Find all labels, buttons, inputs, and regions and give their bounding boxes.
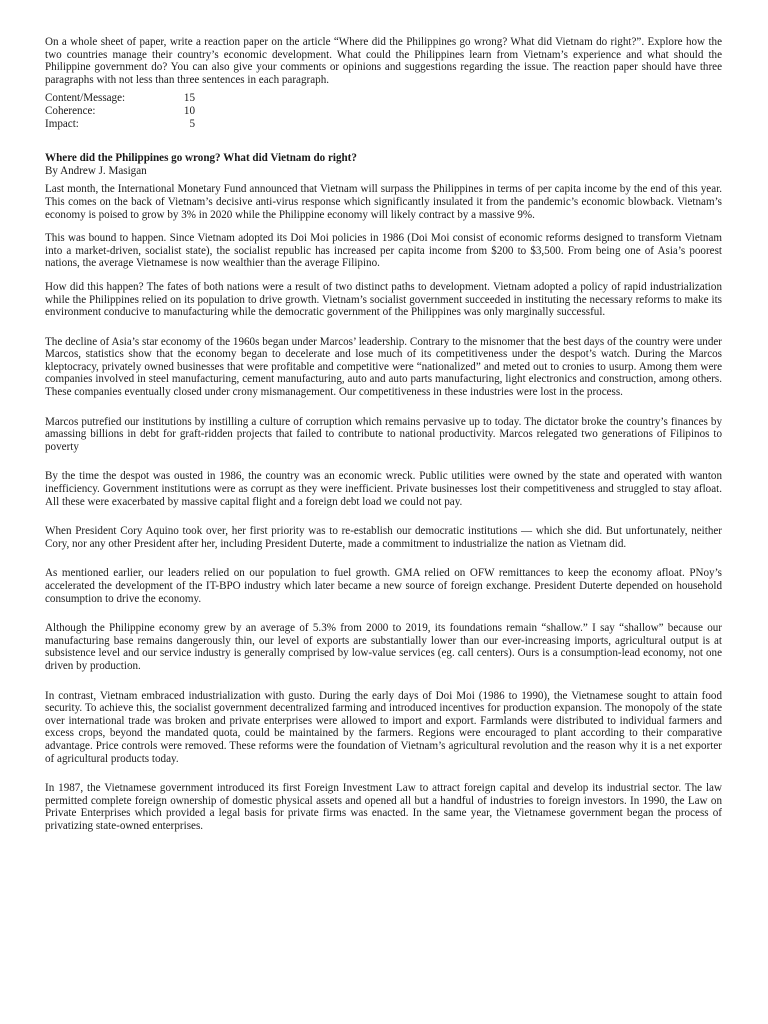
rubric-row <box>45 118 722 131</box>
article-paragraph: This was bound to happen. Since Vietnam adopted its Doi Moi policies in 1986 (Doi Moi consist of economic reforms designed to transform Vietnam into a market-driven, socialist state), the socialist republic has increased per capita income from $200 to $3,500. From being one of Asia’s poorest nations, the average Vietnamese is now wealthier than the average Filipino. <box>45 232 722 270</box>
rubric-label: Content/Message: <box>45 92 126 105</box>
article-paragraph: Marcos putrefied our institutions by instilling a culture of corruption which remains pervasive up to today. The dictator broke the country’s finances by amassing billions in debt for graft-ridden projects that failed to contribute to national productivity. Marcos relegated two generations of Filipinos to poverty <box>45 415 722 453</box>
article-paragraph: Last month, the International Monetary Fund announced that Vietnam will surpass the Philippines in terms of per capita income by the end of this year. This comes on the back of Vietnam’s decisive anti-virus response which significantly insulated it from the pandemic’s economic blowback. Vietnam’s economy is poised to grow by 3% in 2020 while the Philippine economy will likely contract by a massive 9%. <box>45 183 722 221</box>
rubric-label: Coherence: <box>45 104 96 117</box>
article-paragraph: Although the Philippine economy grew by an average of 5.3% from 2000 to 2019, its foundations remain “shallow.” I say “shallow” because our manufacturing base remains dangerously thin, our level of exports are substantially lower than our ever-increasing imports, agricultural output is at subsistence level and our service industry is generally comprised by low-value services (eg. call centers). Ours is a consumption-lead economy, not one driven by production. <box>45 622 722 672</box>
article-paragraph: In 1987, the Vietnamese government introduced its first Foreign Investment Law to attract foreign capital and develop its industrial sector. The law permitted complete foreign ownership of domestic physical assets and opened all but a handful of industries to foreign investors. In 1990, the Law on Private Enterprises which provided a legal basis for private firms was enacted. In the same year, the Vietnamese government began the process of privatizing state-owned enterprises. <box>45 782 722 832</box>
rubric-row <box>45 105 722 118</box>
rubric-score: 5 <box>189 117 195 130</box>
rubric-score: 15 <box>183 92 195 105</box>
article-paragraph: When President Cory Aquino took over, her first priority was to re-establish our democratic institutions — which she did. But unfortunately, neither Cory, nor any other President after her, including President Duterte, made a commitment to industrialize the nation as Vietnam did. <box>45 525 722 550</box>
article-paragraph: As mentioned earlier, our leaders relied on our population to fuel growth. GMA relied on OFW remittances to keep the economy afloat. PNoy’s accelerated the development of the IT-BPO industry which later became a new source of foreign exchange. President Duterte depended on household consumption to drive the economy. <box>45 567 722 605</box>
rubric-score: 10 <box>183 104 195 117</box>
article-title: Where did the Philippines go wrong? What did Vietnam do right? <box>45 152 357 165</box>
document-page <box>45 36 722 844</box>
rubric-label: Impact: <box>45 117 79 130</box>
article-paragraph: How did this happen? The fates of both nations were a result of two distinct paths to development. Vietnam adopted a policy of rapid industrialization while the Philippines relied on its population to drive growth. Vietnam’s socialist government succeeded in instituting the necessary reforms to make its environment conducive to manufacturing while the democratic government of the Philippines was only marginally successful. <box>45 280 722 319</box>
rubric-row <box>45 92 722 105</box>
article-paragraph: The decline of Asia’s star economy of the 1960s began under Marcos’ leadership. Contrary to the misnomer that the best days of the country were under Marcos, statistics show that the economy began to decelerate and lose much of its competitiveness under the despot’s watch. During the Marcos kleptocracy, privately owned businesses that were profitable and competitive were “nationalized” and meted out to cronies to usurp. Among them were companies involved in steel manufacturing, cement manufacturing, auto and auto parts manufacturing, light electronics and construction, among others. These companies eventually closed under crony mismanagement. Our competitiveness in these industries were lost in the process. <box>45 335 722 399</box>
article-paragraph: By the time the despot was ousted in 1986, the country was an economic wreck. Public utilities were owned by the state and operated with wanton inefficiency. Government institutions were as corrupt as they were inefficient. Private businesses lost their competitiveness and struggled to stay afloat. All these were exacerbated by massive capital flight and a foreign debt load we could not pay. <box>45 470 722 508</box>
article-paragraph: In contrast, Vietnam embraced industrialization with gusto. During the early days of Doi Moi (1986 to 1990), the Vietnamese sought to attain food security. To achieve this, the socialist government decentralized farming and introduced incentives for production expansion. The monopoly of the state over international trade was broken and private enterprises were allowed to import and export. Farmlands were distributed to individual farmers and excess crops, beyond the mandated quota, could be maintained by the farmers. Regions were encouraged to plant according to their comparative advantage. Price controls were removed. These reforms were the foundation of Vietnam’s agricultural revolution and the reason why it is a net exporter of agricultural products today. <box>45 689 722 765</box>
article-byline: By Andrew J. Masigan <box>45 164 147 177</box>
assignment-instructions: On a whole sheet of paper, write a reaction paper on the article “Where did the Philippines go wrong? What did Vietnam do right?”. Explore how the two countries manage their country’s economic development. What could the Philippines learn from Vietnam’s experience and what should the Philippine government do? You can also give your comments or opinions and suggestions regarding the issue. The reaction paper should have three paragraphs with not less than three sentences in each paragraph. <box>45 36 722 86</box>
grading-rubric <box>45 92 722 130</box>
